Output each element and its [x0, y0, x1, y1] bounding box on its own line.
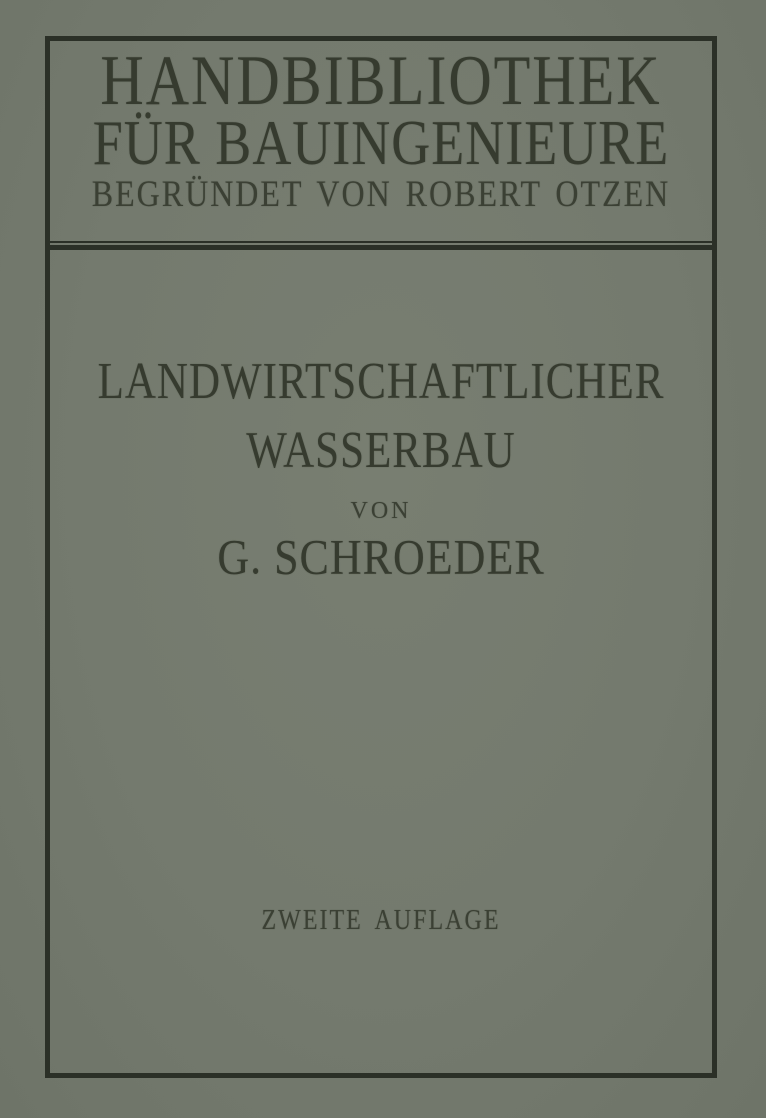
series-title-line-2: FÜR BAUINGENIEURE: [92, 107, 670, 179]
book-title-line-2: WASSERBAU: [246, 422, 516, 479]
byline-label: VON: [350, 498, 412, 524]
edition-label: ZWEITE AUFLAGE: [261, 904, 501, 936]
series-title-line-1: HANDBIBLIOTHEK: [100, 41, 662, 120]
author-name: G. SCHROEDER: [217, 529, 545, 585]
cover-frame: [45, 36, 717, 1078]
book-title-line-1: LANDWIRTSCHAFTLICHER: [97, 353, 665, 410]
series-founder-line: BEGRÜNDET VON ROBERT OTZEN: [91, 172, 671, 215]
header-divider-rule: [50, 241, 712, 250]
